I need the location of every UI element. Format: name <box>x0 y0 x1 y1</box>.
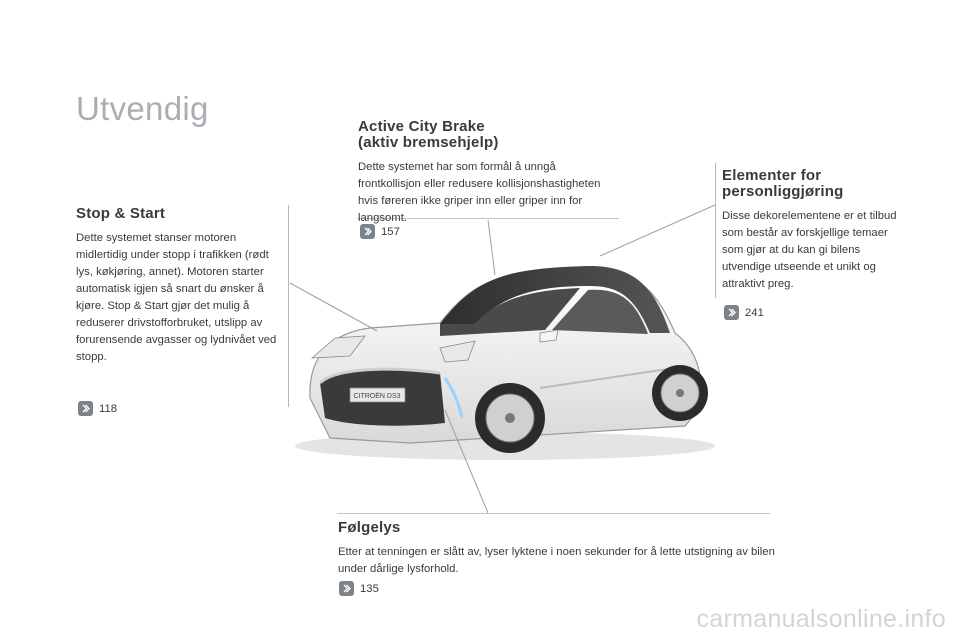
active-city-brake-page-number: 157 <box>381 225 400 238</box>
callout-line-personalisation <box>600 205 715 256</box>
callout-line-follow-me <box>445 410 488 513</box>
callout-line-stop-start <box>290 283 377 331</box>
personalisation-heading-line1: Elementer for <box>722 167 822 184</box>
stop-start-page-number: 118 <box>99 402 118 415</box>
active-city-brake-heading-line2: (aktiv bremsehjelp) <box>358 134 499 151</box>
stop-start-heading: Stop & Start <box>76 205 166 222</box>
car-badge: CITROËN DS3 <box>353 393 401 400</box>
personalisation-heading-line2: personliggjøring <box>722 183 844 200</box>
page-title: Utvendig <box>76 90 209 127</box>
personalisation-page-number: 241 <box>745 306 764 319</box>
follow-me-page-number: 135 <box>360 582 379 595</box>
active-city-brake-heading-line1: Active City Brake <box>358 118 485 135</box>
personalisation-text: Disse dekorelementene er et tilbud som består av forskjellige temaer som gjør at du kan gi bilens utvendige utseende et unikt og attraktivt preg. <box>722 210 897 290</box>
callout-line-active-city-brake <box>488 220 495 275</box>
active-city-brake-text: Dette systemet har som formål å unngå frontkollisjon eller redusere kollisjonshastigheten hvis føreren ikke griper inn eller griper inn for langsomt. <box>358 161 601 224</box>
follow-me-text: Etter at tenningen er slått av, lyser lyktene i noen sekunder for å lette utstigning av bilen under dårlige lysforhold. <box>338 546 775 575</box>
follow-me-heading: Følgelys <box>338 519 401 536</box>
watermark: carmanualsonline.info <box>696 605 946 633</box>
stop-start-text: Dette systemet stanser motoren midlertidig under stopp i trafikken (rødt lys, køkjøring, annet). Motoren starter automatisk igjen så snart du ønsker å kjøre. Stop & Start gjør det mulig å reduserer drivstofforbruket, utslipp av forurensende avgasser og lydnivået ved stopp. <box>76 232 277 363</box>
